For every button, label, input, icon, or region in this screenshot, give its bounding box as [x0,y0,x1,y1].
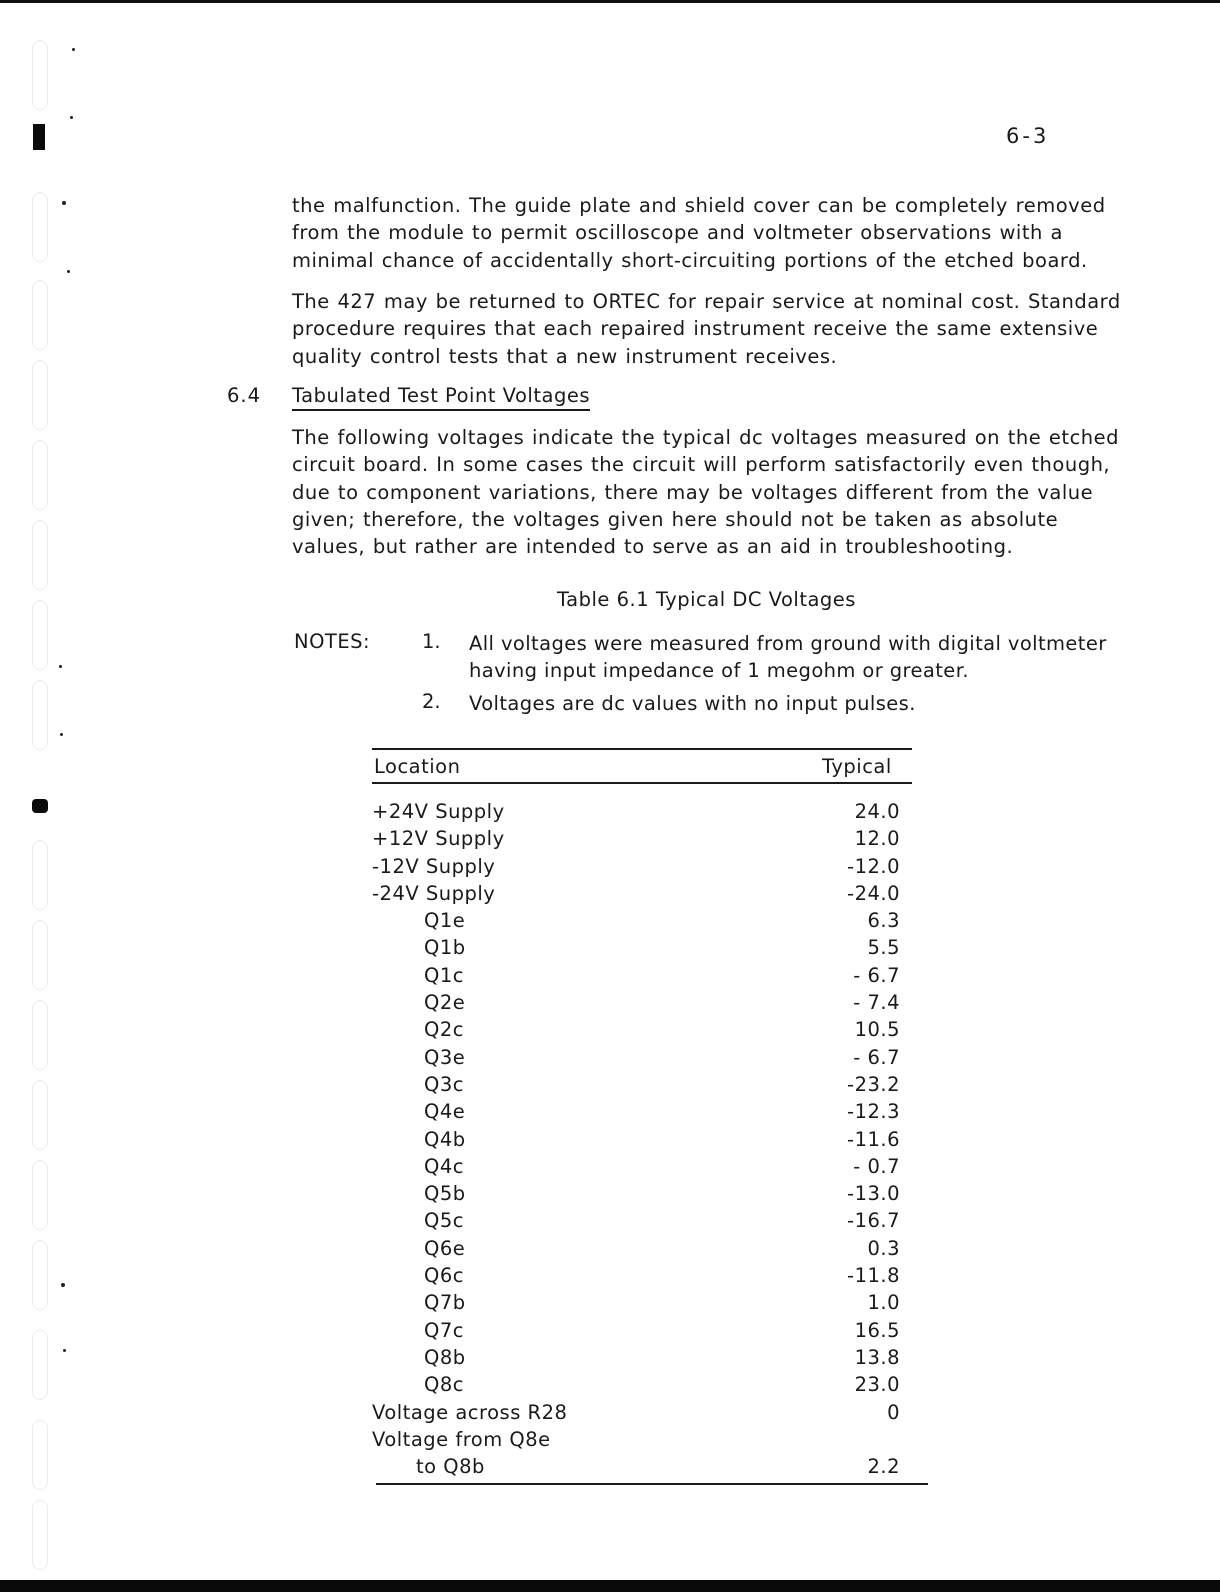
table-row [372,1317,900,1344]
table-row [372,1344,900,1371]
row-location: Q6c [424,1264,464,1288]
row-typical-value: - 6.7 [853,1045,900,1069]
row-location: Q1e [424,909,466,933]
row-location: Q8c [424,1373,464,1397]
table-row [372,1399,900,1426]
row-typical-value: 10.5 [854,1018,900,1042]
table-row [372,1371,900,1398]
column-header-typical: Typical [822,755,892,778]
table-top-rule [372,748,912,750]
table-header-rule [372,782,912,784]
row-location: Q7b [424,1291,466,1315]
table-bottom-rule [376,1483,928,1485]
table-row [372,934,900,961]
binder-hole [32,360,48,430]
row-location: Q4b [424,1127,466,1151]
page-top-edge [0,0,1220,3]
table-row [372,825,900,852]
row-location: Q6e [424,1236,466,1260]
row-location: Q2c [424,1018,464,1042]
table-row [372,1098,900,1125]
paragraph-malfunction: the malfunction. The guide plate and shield cover can be completely removed from the module to permit oscilloscope and voltmeter observations with a minimal chance of accidentally short-circuiting portions of the etched board. [292,194,1106,272]
binder-hole [32,1080,48,1150]
binder-hole [32,1420,48,1490]
row-location: +12V Supply [372,827,505,851]
row-typical-value: -11.8 [847,1264,900,1288]
table-row [372,1453,900,1480]
scan-mark [32,799,48,813]
table-row [372,1044,900,1071]
scan-speck [59,665,62,668]
page-bottom-edge [0,1580,1220,1592]
table-caption: Table 6.1 Typical DC Voltages [557,588,856,611]
voltage-table-body [372,798,900,1480]
row-location: Q5c [424,1209,464,1233]
table-row [372,853,900,880]
binder-hole [32,600,48,670]
table-row [372,1235,900,1262]
note-text: All voltages were measured from ground with digital voltmeter having input impedance of 1 megohm or greater. [469,632,1107,683]
binder-hole [32,1330,48,1400]
row-typical-value: 2.2 [867,1455,900,1479]
binder-hole [32,840,48,910]
row-location: Q1c [424,963,464,987]
binder-hole [32,1240,48,1310]
binder-hole [32,920,48,990]
row-location: Q4e [424,1100,466,1124]
row-location: Q7c [424,1318,464,1342]
notes-label: NOTES: [294,630,371,653]
row-location: Q3c [424,1072,464,1096]
row-typical-value: 1.0 [867,1291,900,1315]
binder-hole [32,1000,48,1070]
scan-speck [72,48,75,51]
note-number: 2. [422,690,441,713]
section-number: 6.4 [227,384,262,407]
table-row [372,962,900,989]
note-number: 1. [422,630,441,653]
row-location: Voltage across R28 [372,1400,568,1424]
table-row [372,1426,900,1453]
row-typical-value: - 6.7 [853,963,900,987]
row-location: -12V Supply [372,854,496,878]
row-typical-value: -12.3 [847,1100,900,1124]
page-number: 6-3 [1006,124,1050,148]
row-typical-value: -12.0 [847,854,900,878]
table-row [372,880,900,907]
section-title: Tabulated Test Point Voltages [292,384,590,411]
scan-mark [33,124,45,150]
binder-hole [32,192,48,262]
row-typical-value: - 7.4 [853,991,900,1015]
row-location: to Q8b [416,1455,485,1479]
paragraph-repair-service: The 427 may be returned to ORTEC for repair service at nominal cost. Standard procedure requires that each repaired instrument receive the same extensive quality control tests that a new instrument receives. [292,290,1121,368]
row-typical-value: 23.0 [854,1373,900,1397]
paragraph-voltages-intro: The following voltages indicate the typical dc voltages measured on the etched circuit board. In some cases the circuit will perform satisfactorily even though, due to component variations, there may be voltages different from the value given; therefore, the voltages given here should not be taken as absolute values, but rather are intended to serve as an aid in troubleshooting. [292,426,1120,559]
table-row [372,1126,900,1153]
row-typical-value: -16.7 [847,1209,900,1233]
binder-hole [32,1160,48,1230]
table-row [372,907,900,934]
table-row [372,1071,900,1098]
row-location: Q4c [424,1154,464,1178]
row-location: Q2e [424,991,466,1015]
row-typical-value: 0 [887,1400,900,1424]
note-text: Voltages are dc values with no input pulses. [469,692,916,715]
scan-speck [61,1283,65,1287]
row-typical-value: 6.3 [867,909,900,933]
row-location: Voltage from Q8e [372,1427,551,1451]
table-row [372,1180,900,1207]
table-row [372,798,900,825]
row-location: -24V Supply [372,881,496,905]
row-typical-value: 16.5 [854,1318,900,1342]
binder-hole [32,520,48,590]
row-typical-value: 24.0 [854,800,900,823]
table-row [372,1289,900,1316]
row-location: Q5b [424,1182,466,1206]
row-location: Q8b [424,1345,466,1369]
row-location: Q1b [424,936,466,960]
row-typical-value: -23.2 [847,1072,900,1096]
binder-hole [32,680,48,750]
row-typical-value: 12.0 [854,827,900,851]
row-location: Q3e [424,1045,466,1069]
row-location: +24V Supply [372,800,505,823]
row-typical-value: -24.0 [847,881,900,905]
row-typical-value: 0.3 [867,1236,900,1260]
binder-hole [32,440,48,510]
scan-speck [63,1349,66,1352]
table-row [372,1153,900,1180]
scan-speck [62,201,66,205]
table-row [372,1207,900,1234]
scan-speck [67,270,70,273]
binder-hole [32,40,48,110]
table-row [372,1016,900,1043]
binder-hole [32,1500,48,1570]
row-typical-value: 5.5 [867,936,900,960]
column-header-location: Location [374,755,461,778]
binder-hole [32,280,48,350]
row-typical-value: - 0.7 [853,1154,900,1178]
row-typical-value: -13.0 [847,1182,900,1206]
row-typical-value: 13.8 [854,1345,900,1369]
table-row [372,1262,900,1289]
table-row [372,989,900,1016]
row-typical-value: -11.6 [847,1127,900,1151]
scan-speck [70,116,73,119]
scan-speck [60,733,63,736]
